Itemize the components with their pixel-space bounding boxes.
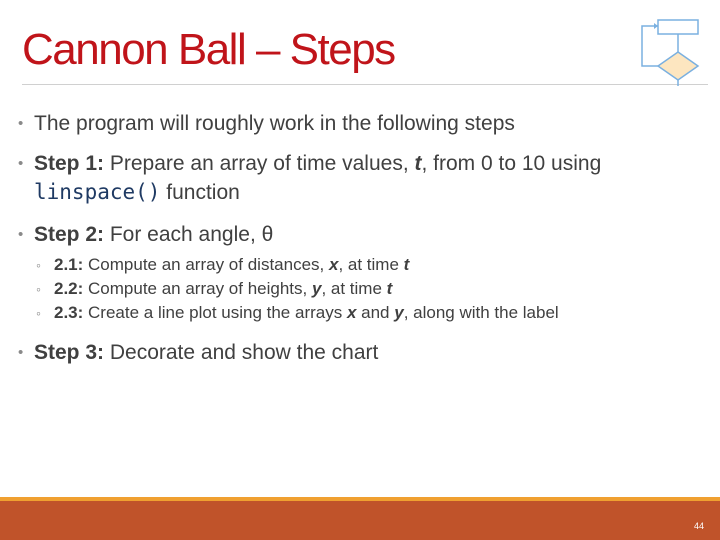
bullet-text: function	[160, 181, 240, 204]
variable-x: x	[328, 255, 339, 274]
sub-label: 2.3:	[54, 303, 84, 322]
sub-bullet-2-1	[36, 253, 708, 277]
bullet-step-2	[18, 221, 708, 249]
bullet-dot-icon: •	[18, 155, 24, 172]
bullet-step-1	[18, 150, 708, 207]
bullet-step-3	[18, 339, 708, 367]
title-separator: –	[245, 25, 290, 74]
flowchart-icon	[636, 14, 708, 86]
footer-bar	[0, 501, 720, 540]
bullet-dot-icon: •	[18, 115, 24, 132]
title-main: Cannon Ball	[22, 25, 246, 74]
step-label: Step 2:	[34, 223, 105, 246]
step-2-sublist	[36, 253, 708, 325]
variable-t: t	[414, 152, 422, 175]
variable-y: y	[311, 279, 322, 298]
bullet-dot-icon: •	[18, 226, 24, 243]
bullet-text: , from 0 to 10 using	[421, 152, 602, 175]
bullet-text: Decorate and show the chart	[104, 341, 379, 364]
code-linspace: linspace()	[34, 180, 161, 204]
title-tail: Steps	[289, 25, 395, 74]
slide-body	[18, 110, 708, 367]
bullet-text: The program will roughly work in the following steps	[34, 112, 515, 135]
sub-text: Compute an array of distances,	[83, 255, 329, 274]
bullet-dot-icon: •	[18, 344, 24, 361]
sub-label: 2.1:	[54, 255, 84, 274]
ring-bullet-icon: ◦	[36, 305, 41, 321]
sub-label: 2.2:	[54, 279, 84, 298]
variable-x: x	[346, 303, 357, 322]
sub-bullet-2-2	[36, 277, 708, 301]
variable-t: t	[403, 255, 410, 274]
sub-bullet-2-3	[36, 301, 708, 325]
title-divider	[22, 84, 708, 85]
slide-title	[22, 25, 395, 74]
sub-text: Create a line plot using the arrays	[83, 303, 347, 322]
sub-text: and	[356, 303, 395, 322]
bullet-text: Prepare an array of time values,	[104, 152, 415, 175]
sub-text: , at time	[321, 279, 387, 298]
ring-bullet-icon: ◦	[36, 281, 41, 297]
bullet-intro	[18, 110, 708, 138]
ring-bullet-icon: ◦	[36, 257, 41, 273]
sub-text: , at time	[338, 255, 404, 274]
sub-text: , along with the label	[403, 303, 559, 322]
step-label: Step 1:	[34, 152, 105, 175]
sub-text: Compute an array of heights,	[83, 279, 312, 298]
variable-y: y	[394, 303, 404, 322]
bullet-text: For each angle, θ	[104, 223, 274, 246]
step-label: Step 3:	[34, 341, 105, 364]
variable-t: t	[386, 279, 393, 298]
page-number: 44	[693, 521, 704, 531]
